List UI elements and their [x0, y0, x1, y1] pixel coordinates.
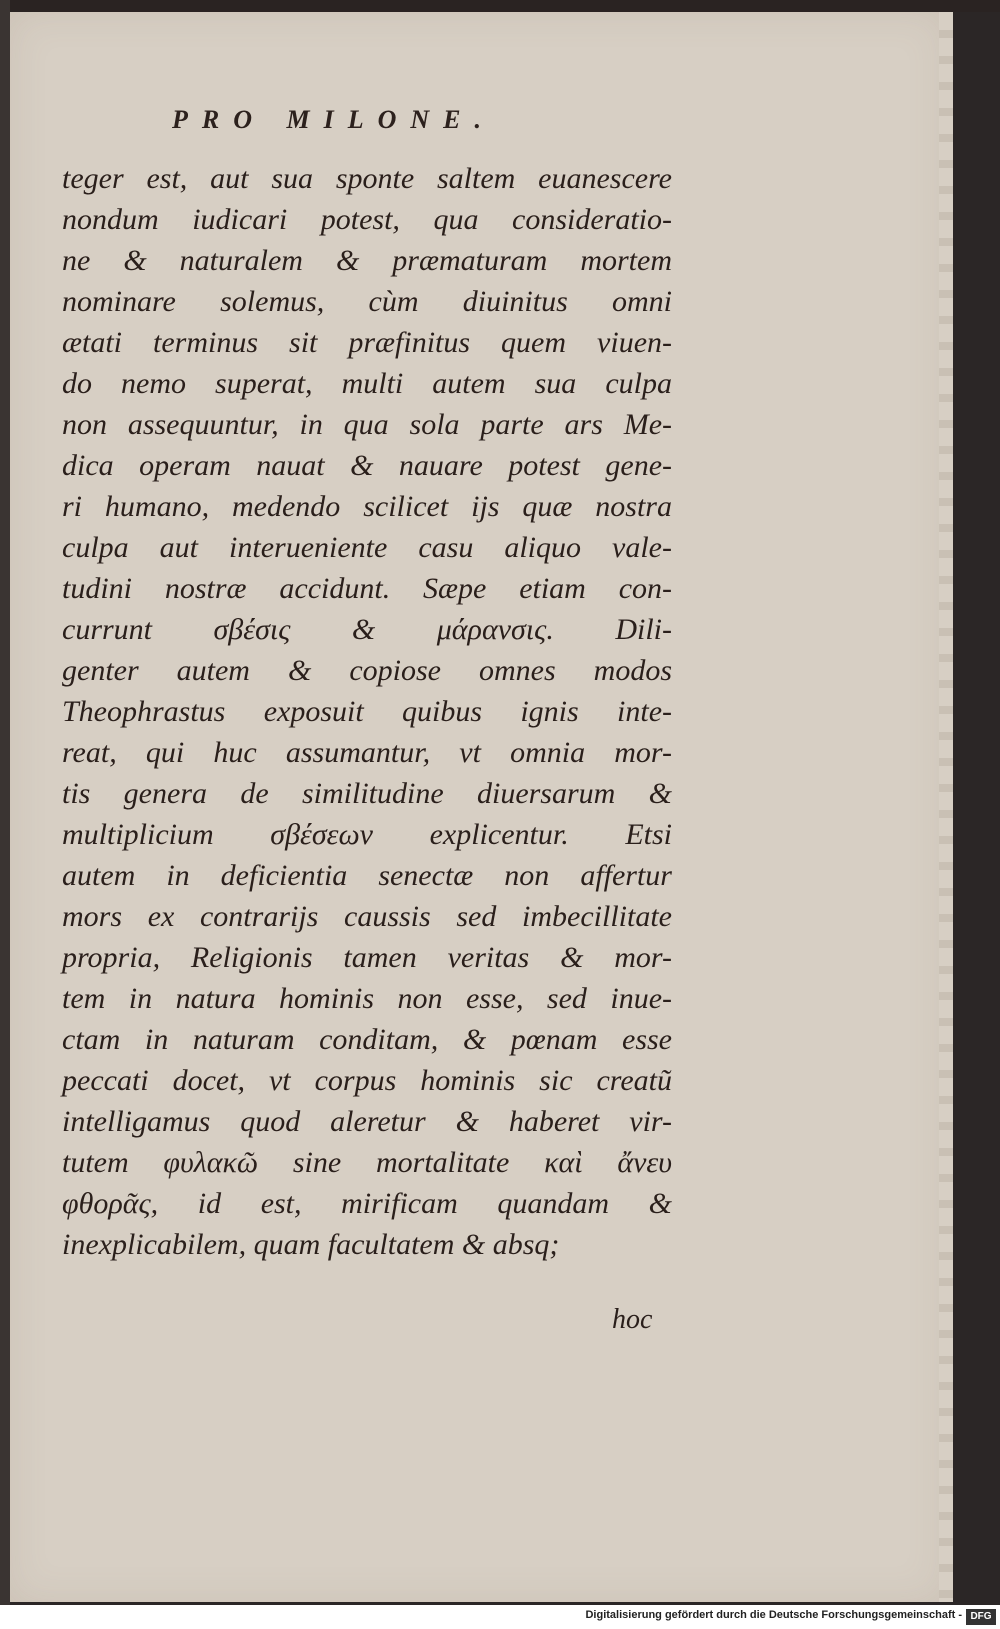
text-line: non assequuntur, in qua sola parte ars Me- [62, 408, 672, 441]
text-line: ne & naturalem & præmaturam mortem [62, 244, 672, 277]
text-line: tis genera de similitudine diuersarum & [62, 777, 672, 810]
text-line: propria, Religionis tamen veritas & mor- [62, 941, 672, 974]
text-line: do nemo superat, multi autem sua culpa [62, 367, 672, 400]
text-line: Theophrastus exposuit quibus ignis inte- [62, 695, 672, 728]
text-line: peccati docet, vt corpus hominis sic creatũ [62, 1064, 672, 1097]
catchword: hoc [612, 1304, 653, 1335]
text-line: ri humano, medendo scilicet ijs quæ nostra [62, 490, 672, 523]
text-line: inexplicabilem, quam facultatem & absq; [62, 1228, 560, 1261]
text-line: genter autem & copiose omnes modos [62, 654, 672, 687]
text-line: currunt σβέσις & μάρανσις. Dili- [62, 613, 672, 646]
text-line: tem in natura hominis non esse, sed inue- [62, 982, 672, 1015]
funding-credit: Digitalisierung gefördert durch die Deutsche Forschungsgemeinschaft - [585, 1609, 962, 1621]
page-deckle-edge [939, 12, 953, 1602]
text-line: nominare solemus, cùm diuinitus omni [62, 285, 672, 318]
scan-left-border [0, 0, 10, 1629]
text-line: ætati terminus sit præfinitus quem viuen- [62, 326, 672, 359]
text-line: φθορᾶς, id est, mirificam quandam & [62, 1187, 672, 1220]
footer-bar [0, 1605, 1000, 1629]
text-line: intelligamus quod aleretur & haberet vir- [62, 1105, 672, 1138]
text-line: tutem φυλακῶ sine mortalitate καὶ ἄνευ [62, 1146, 672, 1179]
text-line: reat, qui huc assumantur, vt omnia mor- [62, 736, 672, 769]
text-line: autem in deficientia senectæ non affertur [62, 859, 672, 892]
dfg-logo-icon: DFG [966, 1609, 996, 1625]
text-line: teger est, aut sua sponte saltem euanescere [62, 162, 672, 195]
text-line: dica operam nauat & nauare potest gene- [62, 449, 672, 482]
scan-top-border [0, 0, 1000, 12]
text-line: mors ex contrarijs caussis sed imbecillitate [62, 900, 672, 933]
running-head: PRO MILONE. [172, 105, 496, 134]
text-line: ctam in naturam conditam, & pœnam esse [62, 1023, 672, 1056]
text-line: tudini nostræ accidunt. Sæpe etiam con- [62, 572, 672, 605]
text-line: nondum iudicari potest, qua consideratio- [62, 203, 672, 236]
text-line: multiplicium σβέσεων explicentur. Etsi [62, 818, 672, 851]
text-line: culpa aut interueniente casu aliquo vale- [62, 531, 672, 564]
page-text-block [62, 158, 672, 1265]
